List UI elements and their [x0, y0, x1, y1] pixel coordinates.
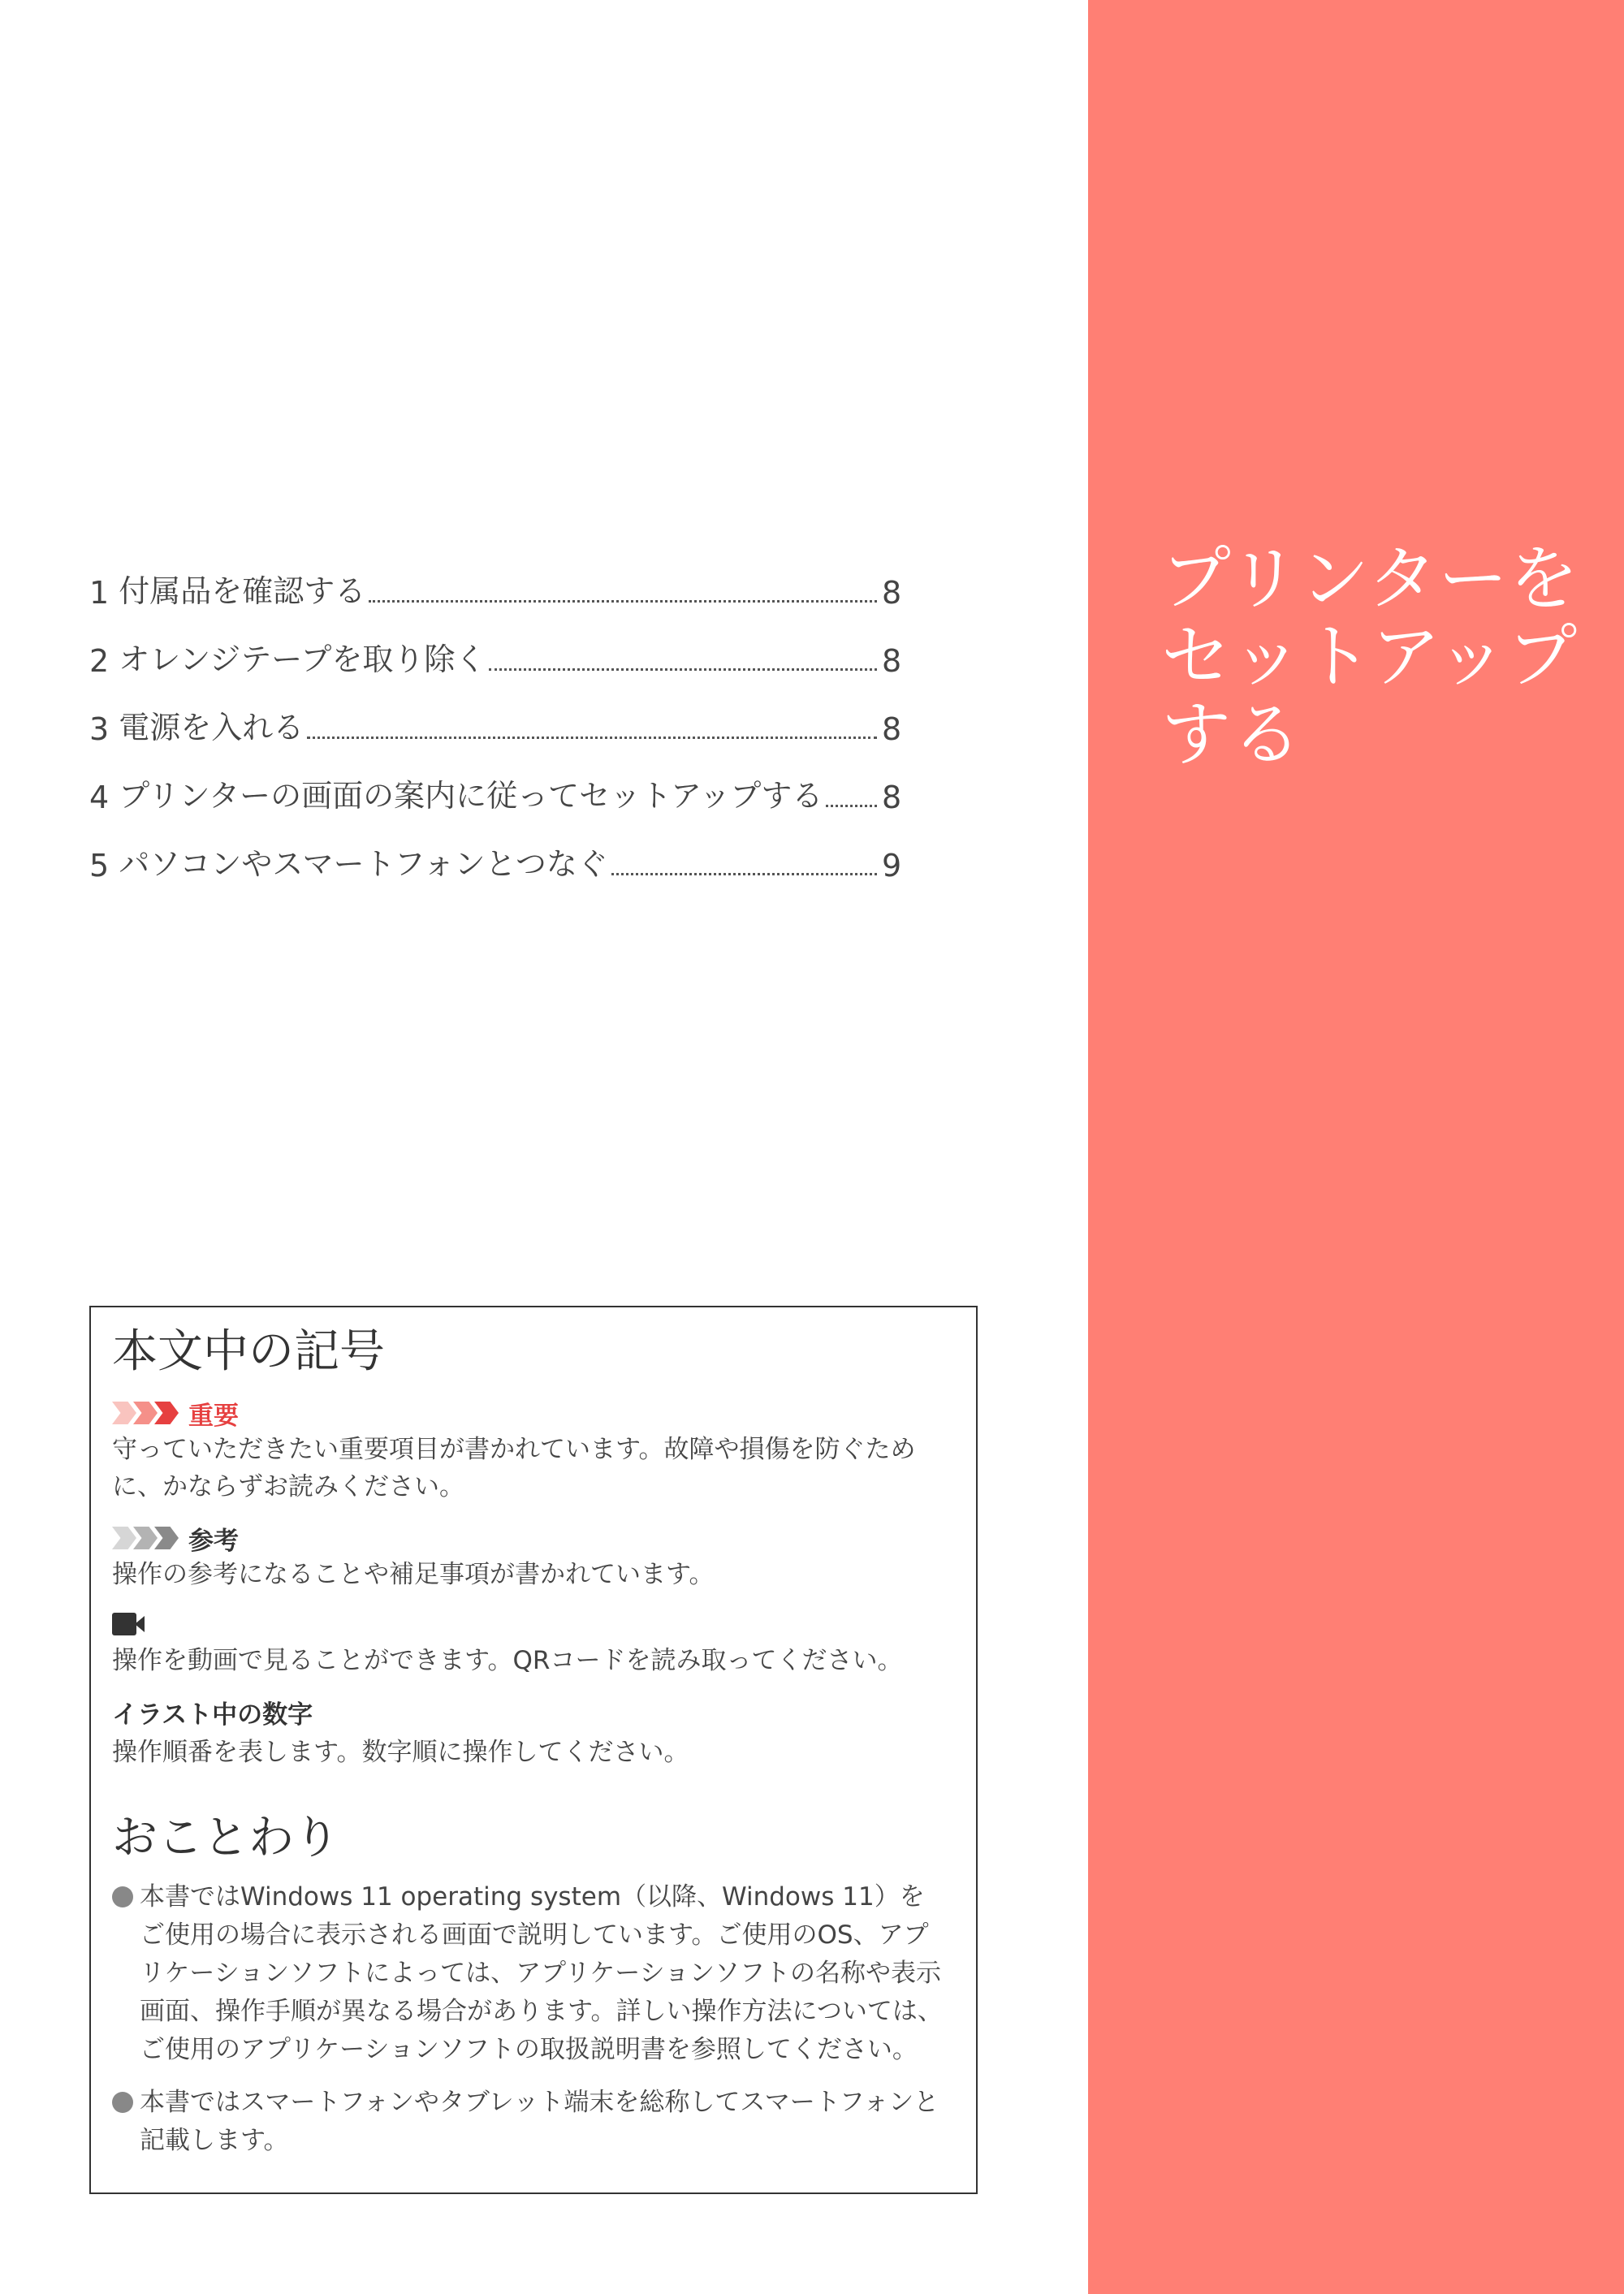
video-camera-icon	[112, 1613, 145, 1635]
numbers-description: 操作順番を表します。数字順に操作してください。	[112, 1738, 689, 1767]
section-title-line: する	[1161, 694, 1302, 775]
toc-leader	[826, 804, 877, 807]
toc-page: 9	[882, 848, 902, 883]
section-title-line: プリンターを	[1161, 538, 1580, 620]
toc-title: 電源を入れる	[119, 710, 304, 745]
important-chevron-icon	[112, 1402, 175, 1424]
note-text: 本書ではスマートフォンやタブレット端末を総称してスマートフォンと記載します。	[140, 2088, 939, 2155]
toc-entry[interactable]	[89, 542, 901, 611]
section-title	[1161, 540, 1616, 774]
disclaimer-heading: おことわり	[112, 1812, 339, 1864]
toc-title: オレンジテープを取り除く	[119, 642, 486, 677]
disclaimer-notes	[112, 1878, 955, 2160]
toc-page: 8	[882, 780, 902, 815]
important-description: 守っていただきたい重要項目が書かれています。故障や損傷を防ぐために、かならずお読みください。	[112, 1435, 916, 1501]
toc-page: 8	[882, 711, 902, 747]
reference-symbol	[112, 1523, 955, 1556]
toc-title: プリンターの画面の案内に従ってセットアップする	[119, 778, 823, 814]
reference-label: 参考	[188, 1526, 239, 1556]
toc-leader	[369, 599, 877, 603]
toc-leader	[611, 872, 877, 875]
bullet-icon	[112, 1886, 133, 1907]
section-title-line: セットアップ	[1161, 616, 1579, 698]
disclaimer-note	[112, 2084, 955, 2160]
disclaimer-note	[112, 1878, 955, 2069]
numbers-label: イラスト中の数字	[112, 1700, 313, 1730]
toc-entry[interactable]	[89, 747, 901, 815]
toc-leader	[489, 667, 877, 671]
toc-entry[interactable]	[89, 679, 901, 747]
reference-description: 操作の参考になることや補足事項が書かれています。	[112, 1560, 715, 1589]
legend-box	[89, 1306, 978, 2194]
reference-chevron-icon	[112, 1527, 175, 1549]
toc-number: 3	[89, 711, 110, 747]
toc-title: パソコンやスマートフォンとつなぐ	[119, 846, 608, 882]
toc-leader	[307, 736, 877, 739]
toc-number: 4	[89, 780, 110, 815]
video-symbol	[112, 1609, 955, 1639]
important-label: 重要	[188, 1401, 239, 1431]
toc-entry[interactable]	[89, 611, 901, 679]
toc-entry[interactable]	[89, 815, 901, 883]
section-color-band	[1088, 0, 1624, 2294]
video-description: 操作を動画で見ることができます。QRコードを読み取ってください。	[112, 1646, 903, 1675]
toc-number: 5	[89, 848, 110, 883]
toc-page: 8	[882, 575, 902, 611]
toc-title: 付属品を確認する	[119, 573, 366, 609]
bullet-icon	[112, 2092, 133, 2113]
toc-number: 2	[89, 643, 110, 679]
toc-page: 8	[882, 643, 902, 679]
note-text: 本書ではWindows 11 operating system（以降、Windows 11）をご使用の場合に表示される画面で説明しています。ご使用のOS、アプリケーションソフトによっては、アプリケーションソフトの名称や表示画面、操作手順が異なる場合があります。詳しい操作方法については、ご使用のアプリケーションソフトの取扱説明書を参照してください。	[140, 1882, 943, 2064]
important-symbol	[112, 1398, 955, 1431]
legend-heading: 本文中の記号	[112, 1325, 385, 1378]
toc-number: 1	[89, 575, 110, 611]
table-of-contents	[89, 542, 901, 883]
